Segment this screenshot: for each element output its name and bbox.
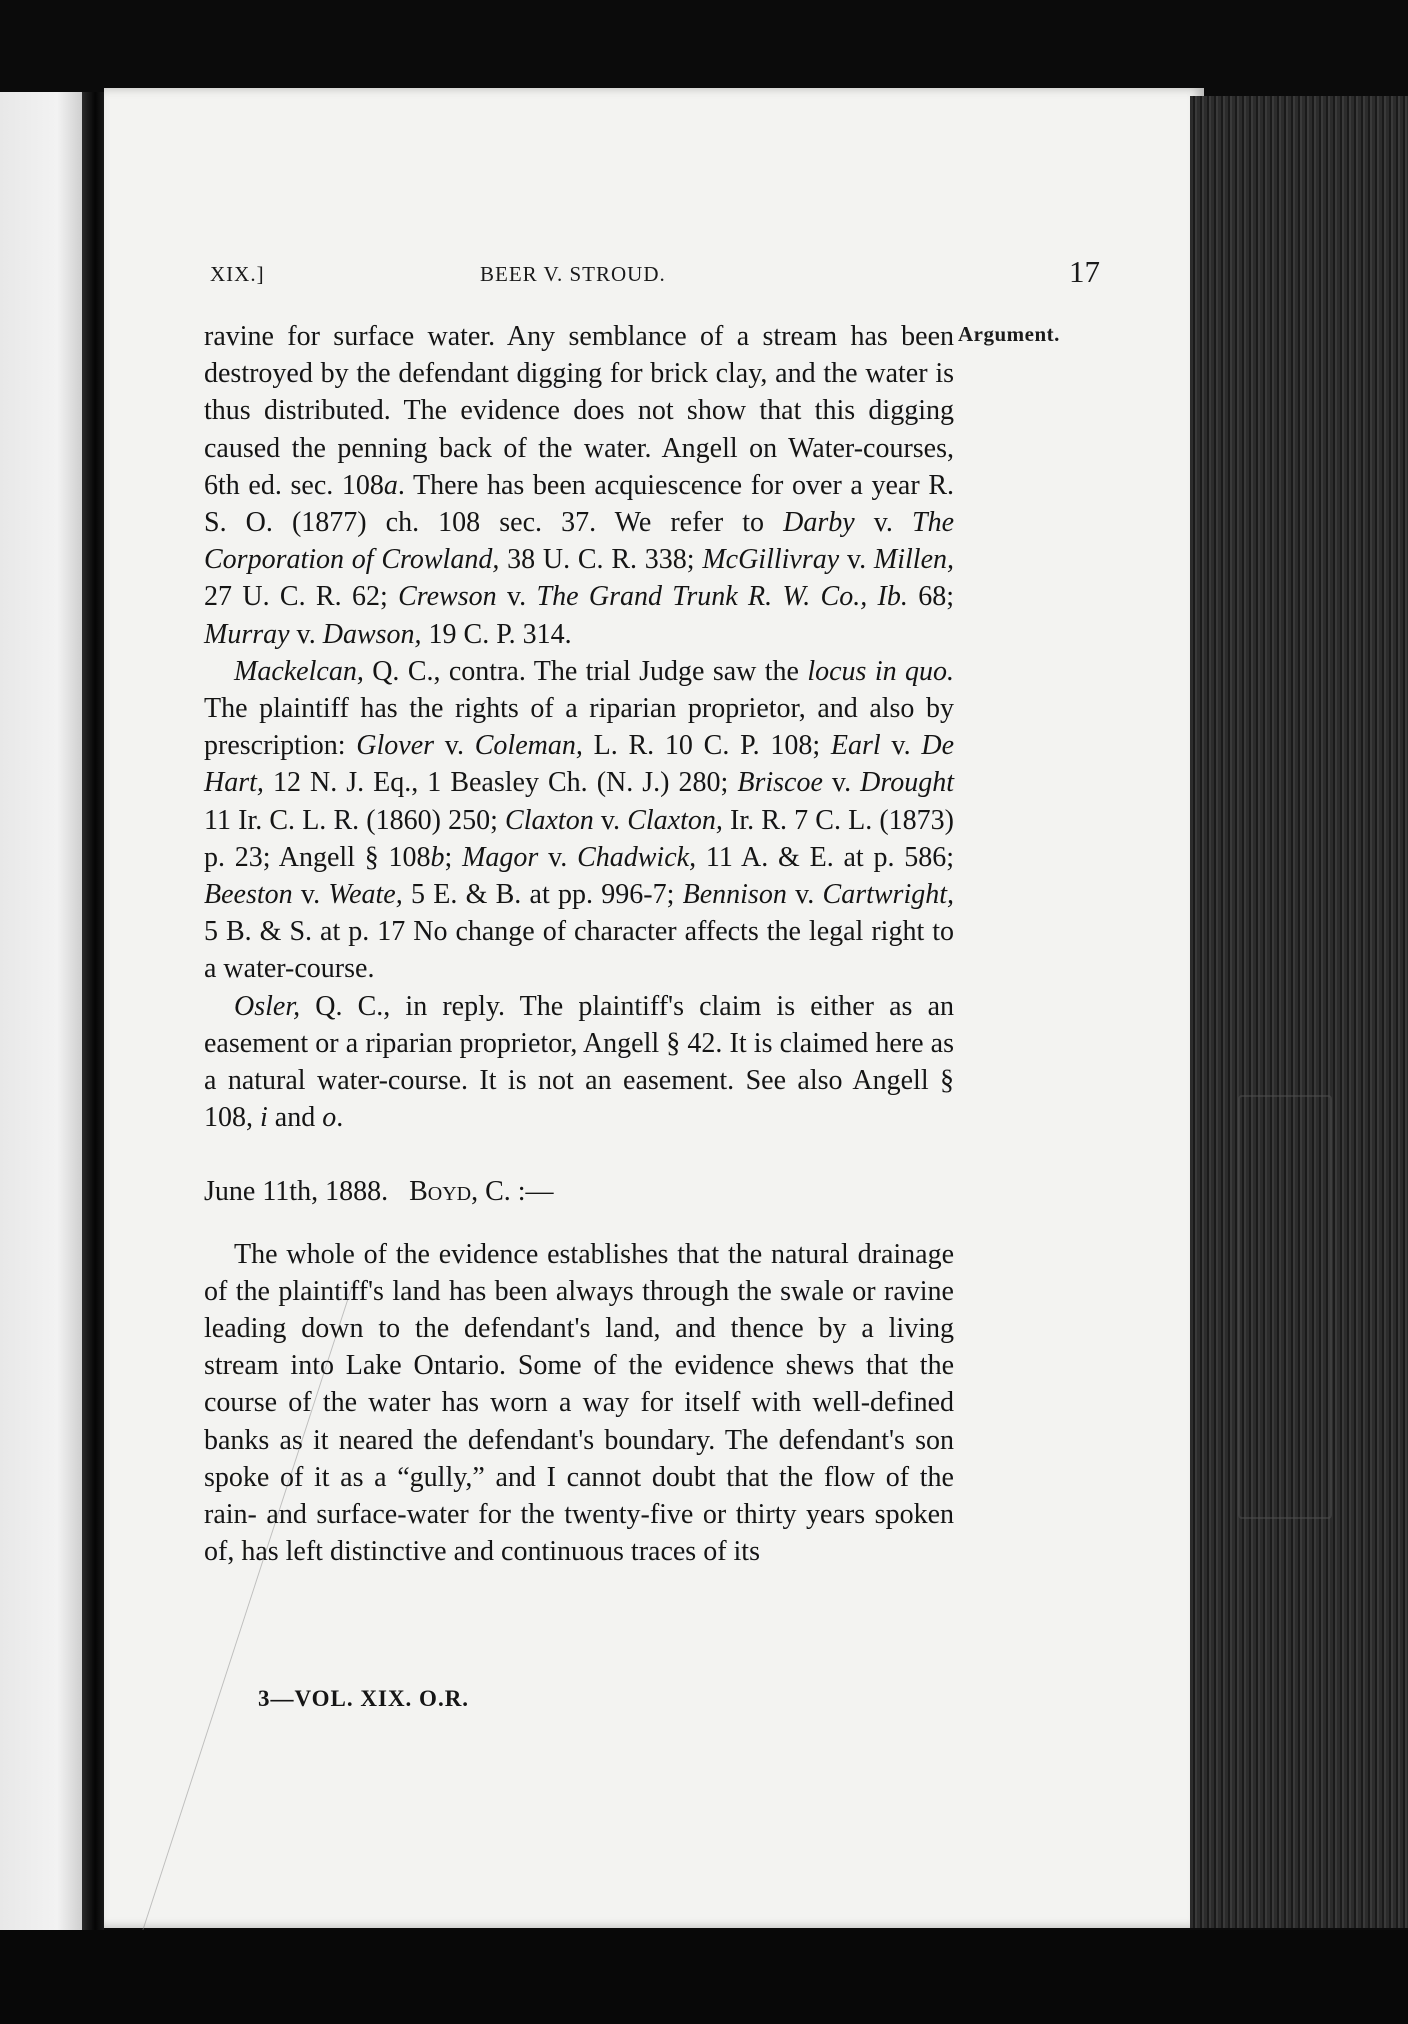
volume-marker: XIX.]: [210, 262, 265, 286]
judgment-heading: June 11th, 1888. Boyd, C. :—: [204, 1176, 554, 1208]
judgment-paragraph: The whole of the evidence establishes that the natural drainage of the plaintiff's land has been always through the swale or ravine leading down to the defendant's land, and thence by a living stream into Lake Ontario. Some of the evidence shews that the course of the water has worn a way for itself with well-defined banks as it neared the defendant's boundary. The defendant's son spoke of it as a “gully,” and I cannot doubt that the flow of the rain- and surface-water for the twenty-five or thirty years spoken of, has left distinctive and continuous traces of its: [204, 1238, 954, 1568]
contra-paragraph: Mackelcan, Q. C., contra. The trial Judge saw the locus in quo. The plaintiff has the rights of a riparian proprietor, and also by prescription: Glover v. Coleman, L. R. 10 C. P. 108; Earl v. De Hart, 12 N. J. Eq., 1 Beasley Ch. (N. J.) 280; Briscoe v. Drought 11 Ir. C. L. R. (1860) 250; Claxton v. Claxton, Ir. R. 7 C. L. (1873) p. 23; Angell § 108b; Magor v. Chadwick, 11 A. & E. at p. 586; Beeston v. Weate, 5 E. & B. at pp. 996-7; Bennison v. Cartwright, 5 B. & S. at p. 17 No change of character affects the legal right to a water-course.: [204, 655, 955, 985]
argument-paragraph: ravine for surface water. Any semblance of a stream has been destroyed by the defendant digging for brick clay, and the water is thus distributed. The evidence does not show that this digging caused the penning back of the water. Angell on Water-courses, 6th ed. sec. 108a. There has been acquiescence for over a year R. S. O. (1877) ch. 108 sec. 37. We refer to Darby v. The Corporation of Crowland, 38 U. C. R. 338; McGillivray v. Millen, 27 U. C. R. 62; Crewson v. The Grand Trunk R. W. Co., Ib. 68; Murray v. Dawson, 19 C. P. 314.: [204, 321, 955, 650]
library-stamp: [1238, 1095, 1332, 1519]
case-title: BEER V. STROUD.: [480, 262, 666, 286]
facing-page-edge: [0, 92, 82, 1932]
reply-paragraph: Osler, Q. C., in reply. The plaintiff's claim is either as an easement or a riparian proprietor, Angell § 42. It is claimed here as a natural water-course. It is not an easement. See also Angell § 108, i and o.: [204, 990, 954, 1134]
spacer: [204, 1211, 954, 1236]
running-head: [210, 254, 1100, 296]
margin-note: Argument.: [958, 322, 1060, 346]
page-number: 17: [1069, 254, 1100, 289]
signature-mark: 3—VOL. XIX. O.R.: [258, 1686, 470, 1711]
page-stack-edge: [1190, 96, 1408, 1928]
page-body: [204, 318, 954, 1571]
spacer: [204, 1136, 954, 1173]
scan-background: [0, 1930, 1408, 2024]
